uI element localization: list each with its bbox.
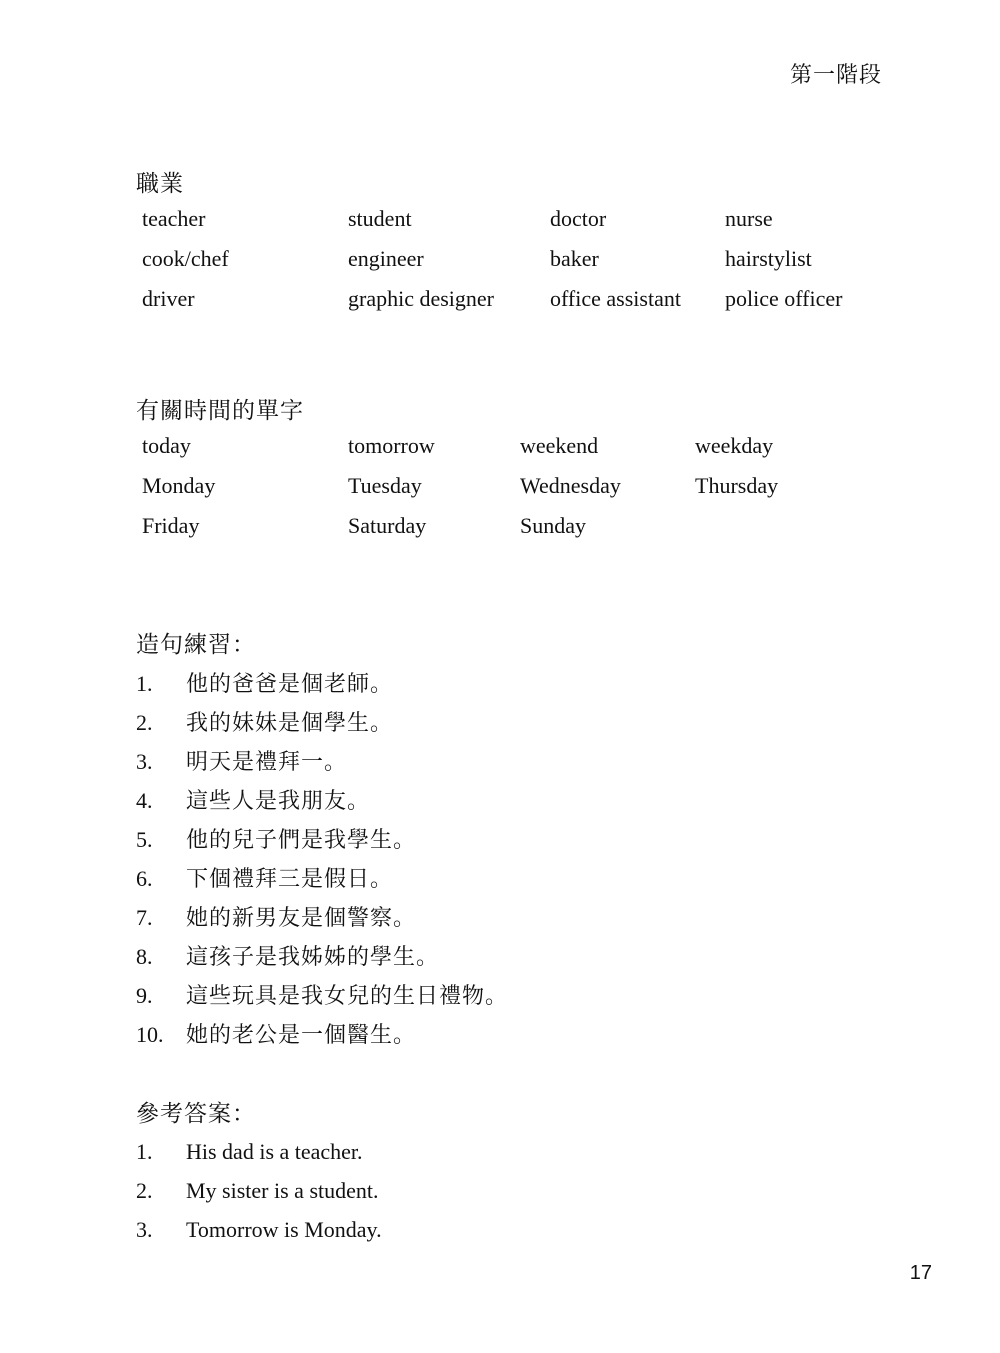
vocab-word: student [348, 206, 412, 231]
vocab-word: nurse [725, 206, 773, 231]
item-text: 下個禮拜三是假日。 [186, 866, 394, 891]
vocab-word: Thursday [695, 473, 779, 498]
vocab-word: tomorrow [348, 433, 435, 458]
vocab-word: today [142, 433, 191, 458]
item-text: 她的老公是一個醫生。 [186, 1022, 417, 1047]
table-row [142, 285, 895, 325]
answers-heading: 參考答案： [136, 1101, 256, 1126]
table-row [142, 472, 865, 512]
list-item [136, 781, 508, 820]
practice-list [136, 664, 508, 1054]
vocab-word: police officer [725, 286, 843, 311]
item-text: 明天是禮拜一。 [186, 749, 348, 774]
item-number: 8. [136, 944, 153, 969]
item-number: 4. [136, 788, 153, 813]
item-number: 3. [136, 1217, 153, 1242]
vocab-word: Monday [142, 473, 216, 498]
vocab-word: Saturday [348, 513, 427, 538]
time-words-table [142, 432, 865, 552]
vocab-word: doctor [550, 206, 607, 231]
item-text: 他的爸爸是個老師。 [186, 671, 394, 696]
list-item [136, 976, 508, 1015]
table-row [142, 432, 865, 472]
list-item [136, 703, 508, 742]
vocab-word: weekend [520, 433, 599, 458]
occupations-table [142, 205, 895, 325]
vocab-word: teacher [142, 206, 206, 231]
vocab-word: baker [550, 246, 599, 271]
item-number: 1. [136, 1139, 153, 1164]
table-row [142, 245, 895, 285]
item-number: 2. [136, 710, 153, 735]
item-text: 他的兒子們是我學生。 [186, 827, 417, 852]
item-number: 10. [136, 1022, 164, 1047]
occupations-heading: 職業 [136, 171, 184, 196]
list-item [136, 859, 508, 898]
vocab-word: graphic designer [348, 286, 494, 311]
item-text: 這孩子是我姊姊的學生。 [186, 944, 440, 969]
item-number: 6. [136, 866, 153, 891]
vocab-word: office assistant [550, 286, 681, 311]
vocab-word: driver [142, 286, 195, 311]
item-text: 這些人是我朋友。 [186, 788, 371, 813]
list-item [136, 1210, 382, 1249]
answers-list [136, 1132, 382, 1249]
item-text: 我的妹妹是個學生。 [186, 710, 394, 735]
vocab-word: hairstylist [725, 246, 812, 271]
item-text: Tomorrow is Monday. [186, 1217, 382, 1242]
list-item [136, 1132, 382, 1171]
vocab-word: Tuesday [348, 473, 422, 498]
chapter-stage-label: 第一階段 [789, 62, 882, 87]
list-item [136, 898, 508, 937]
item-text: 這些玩具是我女兒的生日禮物。 [186, 983, 509, 1008]
vocab-word: Wednesday [520, 473, 621, 498]
item-number: 7. [136, 905, 153, 930]
item-number: 1. [136, 671, 153, 696]
list-item [136, 820, 508, 859]
vocab-word: cook/chef [142, 246, 229, 271]
item-text: My sister is a student. [186, 1178, 379, 1203]
list-item [136, 1171, 382, 1210]
page-number: 17 [909, 1262, 932, 1284]
vocab-word: Sunday [520, 513, 586, 538]
item-number: 9. [136, 983, 153, 1008]
item-number: 2. [136, 1178, 153, 1203]
item-number: 3. [136, 749, 153, 774]
list-item [136, 1015, 508, 1054]
vocab-word: weekday [695, 433, 774, 458]
item-number: 5. [136, 827, 153, 852]
time-words-heading: 有關時間的單字 [136, 398, 304, 423]
item-text: His dad is a teacher. [186, 1139, 363, 1164]
table-row [142, 205, 895, 245]
list-item [136, 742, 508, 781]
list-item [136, 937, 508, 976]
item-text: 她的新男友是個警察。 [186, 905, 417, 930]
table-row [142, 512, 865, 552]
vocab-word [695, 512, 865, 552]
vocab-word: engineer [348, 246, 424, 271]
list-item [136, 664, 508, 703]
vocab-word: Friday [142, 513, 200, 538]
practice-heading: 造句練習： [136, 632, 256, 657]
